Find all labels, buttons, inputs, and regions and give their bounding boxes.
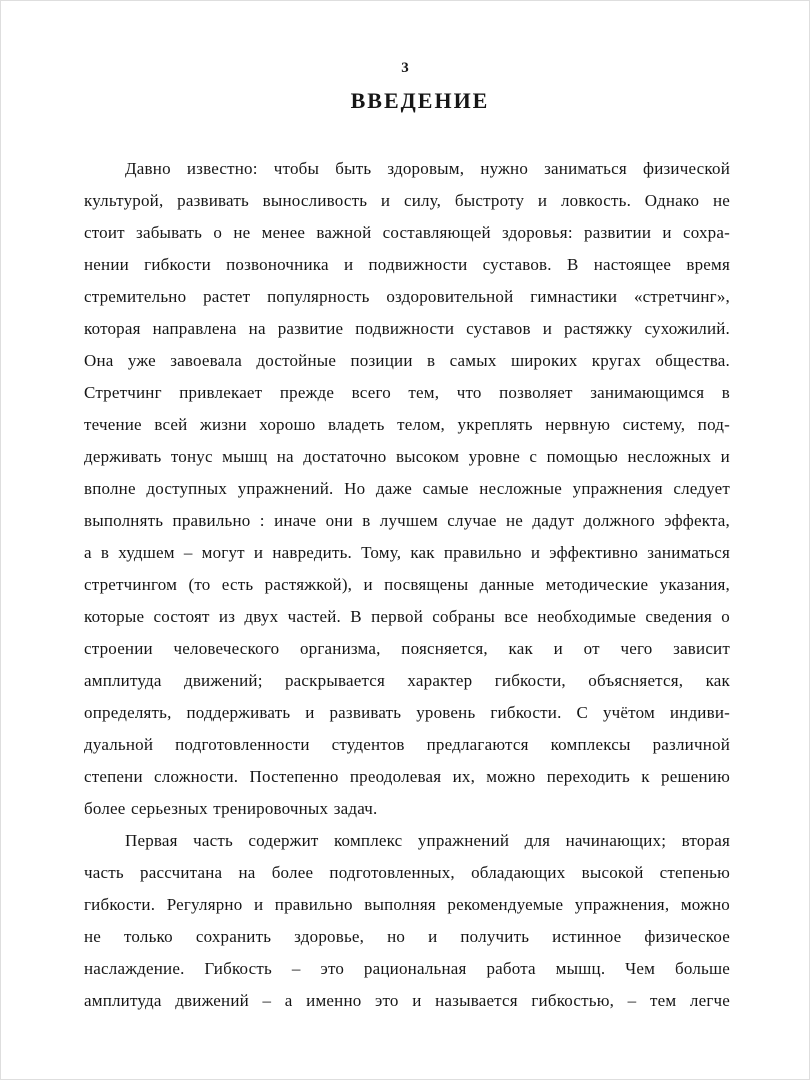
- text-line: более серьезных тренировочных задач.: [84, 799, 378, 818]
- text-line: Давно известно: чтобы быть здоровым, нужно заниматься физической: [125, 159, 730, 178]
- text-line: Первая часть содержит комплекс упражнений для начинающих; вторая: [125, 831, 730, 850]
- text-line: которые состоят из двух частей. В первой собраны все необходимые сведения о: [84, 607, 730, 626]
- text-line: определять, поддерживать и развивать уровень гибкости. С учётом индиви-: [84, 703, 730, 722]
- text-line: амплитуда движений; раскрывается характер гибкости, объясняется, как: [84, 671, 730, 690]
- text-line: течение всей жизни хорошо владеть телом, укреплять нервную систему, под-: [84, 415, 730, 434]
- text-line: стремительно растет популярность оздоровительной гимнастики «стретчинг»,: [84, 287, 730, 306]
- text-line: стоит забывать о не менее важной составляющей здоровья: развитии и сохра-: [84, 223, 730, 242]
- page-title: ВВЕДЕНИЕ: [350, 88, 490, 113]
- text-line: нении гибкости позвоночника и подвижности суставов. В настоящее время: [84, 255, 730, 274]
- text-line: стретчингом (то есть растяжкой), и посвящены данные методические указания,: [84, 575, 730, 594]
- text-line: выполнять правильно : иначе они в лучшем случае не дадут должного эффекта,: [84, 511, 730, 530]
- text-line: которая направлена на развитие подвижности суставов и растяжку сухожилий.: [84, 319, 730, 338]
- text-line: Она уже завоевала достойные позиции в самых широких кругах общества.: [84, 351, 730, 370]
- text-line: дуальной подготовленности студентов предлагаются комплексы различной: [84, 735, 730, 754]
- text-line: наслаждение. Гибкость – это рациональная работа мышц. Чем больше: [84, 959, 730, 978]
- text-line: а в худшем – могут и навредить. Тому, как правильно и эффективно заниматься: [84, 543, 730, 562]
- text-line: степени сложности. Постепенно преодолевая их, можно переходить к решению: [84, 767, 730, 786]
- text-line: вполне доступных упражнений. Но даже самые несложные упражнения следует: [84, 479, 730, 498]
- text-line: Стретчинг привлекает прежде всего тем, что позволяет занимающимся в: [84, 383, 730, 402]
- text-line: не только сохранить здоровье, но и получить истинное физическое: [84, 927, 730, 946]
- text-line: строении человеческого организма, поясняется, как и от чего зависит: [84, 639, 730, 658]
- text-line: амплитуда движений – а именно это и называется гибкостью, – тем легче: [84, 991, 730, 1010]
- text-line: культурой, развивать выносливость и силу, быстроту и ловкость. Однако не: [84, 191, 730, 210]
- text-line: гибкости. Регулярно и правильно выполняя рекомендуемые упражнения, можно: [84, 895, 730, 914]
- document-body: [84, 153, 730, 1017]
- text-line: часть рассчитана на более подготовленных, обладающих высокой степенью: [84, 863, 730, 882]
- page-number: 3: [401, 60, 409, 76]
- text-line: держивать тонус мышц на достаточно высоком уровне с помощью несложных и: [84, 447, 730, 466]
